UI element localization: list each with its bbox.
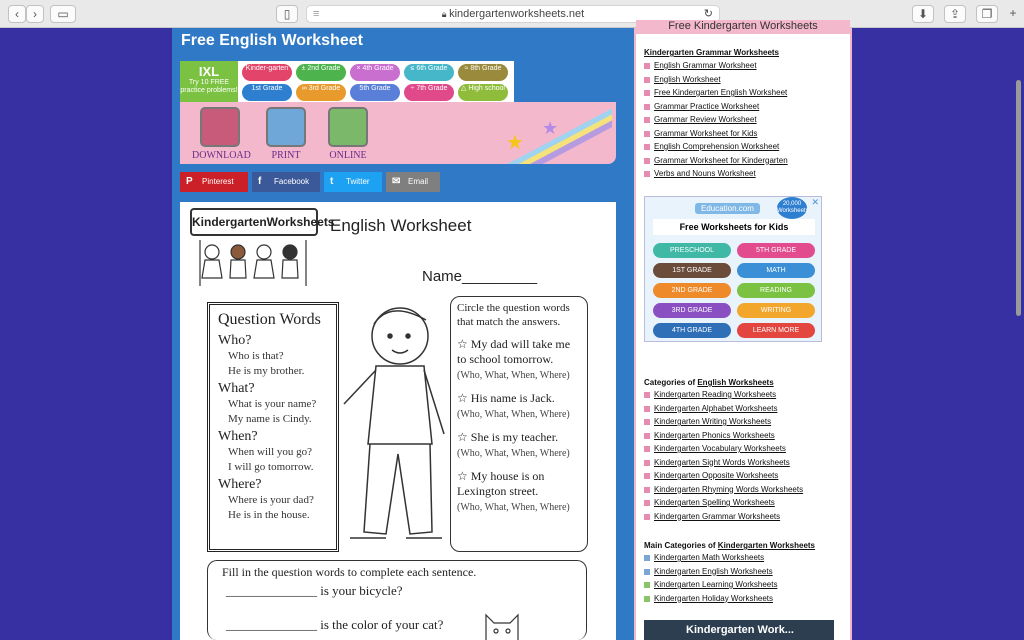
sidebar-link[interactable]: Kindergarten Sight Words Worksheets	[644, 456, 803, 470]
sidebar-link[interactable]: Kindergarten Phonics Worksheets	[644, 429, 803, 443]
sidebar-link[interactable]: Kindergarten Vocabulary Worksheets	[644, 442, 803, 456]
sidebar-link[interactable]: Kindergarten Alphabet Worksheets	[644, 402, 803, 416]
sidebar-link[interactable]: Free Kindergarten English Worksheet	[644, 86, 788, 100]
action-bar	[180, 102, 616, 164]
edu-pill[interactable]: LEARN MORE	[737, 323, 815, 338]
twitter-button[interactable]: t Twitter	[324, 172, 382, 192]
example-line: Who is that?	[228, 350, 284, 362]
edu-pill[interactable]: READING	[737, 283, 815, 298]
star-icon: ☆	[457, 337, 468, 351]
circle-item: ☆ She is my teacher. (Who, What, When, Where)	[457, 430, 570, 459]
sidebar-toggle-icon[interactable]: ▭	[50, 5, 76, 23]
example-line: He is my brother.	[228, 365, 305, 377]
sidebar-link[interactable]: English Comprehension Worksheet	[644, 140, 788, 154]
new-tab-icon[interactable]: +	[1009, 6, 1017, 20]
edu-pill[interactable]: PRESCHOOL	[653, 243, 731, 258]
sidebar-link[interactable]: Kindergarten Rhyming Words Worksheets	[644, 483, 803, 497]
sidebar-link[interactable]: Grammar Review Worksheet	[644, 113, 788, 127]
grammar-section	[644, 48, 788, 181]
rainbow-stars-decoration	[492, 102, 612, 164]
fill-line: ______________ is your bicycle?	[226, 583, 403, 598]
print-button[interactable]: PRINT	[258, 107, 314, 161]
education-ad[interactable]	[644, 196, 822, 342]
edu-badge: 20,000 Worksheets	[777, 197, 807, 219]
example-line: My name is Cindy.	[228, 413, 312, 425]
sidebar-banner: Free Kindergarten Worksheets	[636, 20, 850, 34]
edu-pill[interactable]: 1ST GRADE	[653, 263, 731, 278]
question-word: Who?	[218, 333, 252, 348]
column-gutter	[626, 28, 634, 640]
fill-line: ______________ is the color of your cat?	[226, 617, 444, 632]
video-thumbnail[interactable]	[644, 620, 834, 640]
grade-pill[interactable]: Kinder-garten	[242, 64, 292, 81]
online-button[interactable]: ONLINE	[320, 107, 376, 161]
grade-pill[interactable]: ≤ 6th Grade	[404, 64, 454, 81]
sidebar-link[interactable]: Kindergarten English Worksheets	[644, 565, 815, 579]
twitter-icon: t	[330, 176, 334, 187]
tabs-icon[interactable]: ❐	[976, 5, 998, 23]
star-icon: ☆	[457, 430, 468, 444]
sidebar-link[interactable]: English Worksheet	[644, 73, 788, 87]
edu-pill[interactable]: 2ND GRADE	[653, 283, 731, 298]
star-icon: ★	[506, 132, 524, 154]
boy-illustration	[340, 294, 460, 554]
circle-item: ☆ His name is Jack. (Who, What, When, Where)	[457, 391, 570, 420]
example-line: I will go tomorrow.	[228, 461, 314, 473]
sidebar-link[interactable]: Grammar Worksheet for Kindergarten	[644, 154, 788, 168]
facebook-icon: f	[258, 176, 262, 187]
sidebar-link[interactable]: Kindergarten Learning Worksheets	[644, 578, 815, 592]
edu-pill[interactable]: 4TH GRADE	[653, 323, 731, 338]
grade-pill[interactable]: △ High school	[458, 84, 508, 101]
question-words-box	[207, 302, 339, 552]
downloads-icon[interactable]: ⬇	[912, 5, 934, 23]
question-word: Where?	[218, 477, 262, 492]
share-icon[interactable]: ⇪	[944, 5, 966, 23]
lock-icon: 🔒︎	[441, 9, 450, 19]
pinterest-icon: P	[186, 176, 193, 187]
sidebar-link[interactable]: Kindergarten Writing Worksheets	[644, 415, 803, 429]
example-line: He is in the house.	[228, 509, 310, 521]
circle-item: ☆ My house is on Lexington street. (Who, What, When, Where)	[457, 469, 570, 513]
sidebar-link[interactable]: English Grammar Worksheet	[644, 59, 788, 73]
sidebar-link[interactable]: Grammar Practice Worksheet	[644, 100, 788, 114]
site-logo: KindergartenWorksheets	[190, 208, 318, 236]
ixl-ad[interactable]	[180, 61, 514, 103]
circle-question-box	[450, 296, 588, 552]
worksheet-title: English Worksheet	[330, 216, 472, 235]
edu-pill[interactable]: WRITING	[737, 303, 815, 318]
example-line: Where is your dad?	[228, 494, 314, 506]
star-icon: ☆	[457, 391, 468, 405]
computer-icon	[328, 107, 368, 147]
cat-illustration	[480, 609, 524, 640]
kids-illustration	[198, 240, 308, 288]
edu-pill[interactable]: MATH	[737, 263, 815, 278]
reader-icon[interactable]: ▯	[276, 5, 298, 23]
example-line: When will you go?	[228, 446, 313, 458]
question-word: When?	[218, 429, 258, 444]
forward-button[interactable]: ›	[26, 5, 44, 23]
back-button[interactable]: ‹	[8, 5, 26, 23]
worksheet-image	[180, 202, 616, 640]
envelope-icon: ✉	[392, 176, 401, 187]
pinterest-button[interactable]: P Pinterest	[180, 172, 248, 192]
sidebar-link[interactable]: Kindergarten Holiday Worksheets	[644, 592, 815, 606]
question-words-title: Question Words	[218, 311, 321, 328]
question-word: What?	[218, 381, 255, 396]
star-icon: ☆	[457, 469, 468, 483]
sidebar-link[interactable]: Kindergarten Grammar Worksheets	[644, 510, 803, 524]
sidebar-link[interactable]: Verbs and Nouns Worksheet	[644, 167, 788, 181]
video-title: Kindergarten Work...	[686, 624, 794, 636]
name-line: Name_________	[422, 268, 538, 285]
sidebar-link[interactable]: Kindergarten Reading Worksheets	[644, 388, 803, 402]
sidebar	[634, 20, 852, 640]
pdf-icon	[200, 107, 240, 147]
grade-pill[interactable]: ≈ 8th Grade	[458, 64, 508, 81]
browser-toolbar	[0, 0, 1024, 28]
url-text: kindergartenworksheets.net	[449, 8, 585, 20]
grammar-heading[interactable]: Kindergarten Grammar Worksheets	[644, 48, 780, 57]
main-categories-heading: Main Categories of Kindergarten Worksheets	[644, 541, 816, 550]
fill-instructions: Fill in the question words to complete each sentence.	[222, 565, 477, 579]
printer-icon	[266, 107, 306, 147]
sidebar-link[interactable]: Kindergarten Spelling Worksheets	[644, 496, 803, 510]
facebook-button[interactable]: f Facebook	[252, 172, 320, 192]
example-line: What is your name?	[228, 398, 317, 410]
fill-in-box	[207, 560, 587, 640]
grade-pill[interactable]: 5th Grade	[350, 84, 400, 101]
grade-pill[interactable]: × 4th Grade	[350, 64, 400, 81]
scrollbar[interactable]	[1016, 80, 1021, 316]
grade-pill[interactable]: ÷ 7th Grade	[404, 84, 454, 101]
download-button[interactable]: DOWNLOAD	[192, 107, 248, 161]
page-title: Free English Worksheet	[181, 32, 363, 49]
edu-brand: Education.com	[695, 203, 760, 214]
web-page	[172, 20, 852, 640]
ad-close-icon[interactable]: ✕	[811, 197, 819, 207]
sidebar-link[interactable]: Grammar Worksheet for Kids	[644, 127, 788, 141]
email-button[interactable]: ✉ Email	[386, 172, 440, 192]
main-categories-section	[644, 541, 815, 605]
categories-section	[644, 378, 803, 523]
grade-pill[interactable]: 1st Grade	[242, 84, 292, 101]
grade-pill[interactable]: ∞ 3rd Grade	[296, 84, 346, 101]
page-menu-icon[interactable]: ≡	[313, 8, 320, 20]
sidebar-link[interactable]: Kindergarten Opposite Worksheets	[644, 469, 803, 483]
circle-instructions: Circle the question words that match the answers.	[457, 302, 570, 328]
edu-pill[interactable]: 3RD GRADE	[653, 303, 731, 318]
grade-pill[interactable]: ± 2nd Grade	[296, 64, 346, 81]
reload-icon[interactable]: ↻	[703, 8, 713, 20]
sidebar-link[interactable]: Kindergarten Math Worksheets	[644, 551, 815, 565]
edu-pill[interactable]: 5TH GRADE	[737, 243, 815, 258]
circle-item: ☆ My dad will take me to school tomorrow. (Who, What, When, Where)	[457, 337, 571, 381]
star-icon: ★	[542, 118, 559, 138]
edu-title: Free Worksheets for Kids	[653, 219, 815, 235]
categories-heading: Categories of English Worksheets	[644, 378, 774, 387]
ixl-logo: IXL Try 10 FREE practice problems!	[180, 61, 238, 103]
main-column	[172, 28, 626, 640]
